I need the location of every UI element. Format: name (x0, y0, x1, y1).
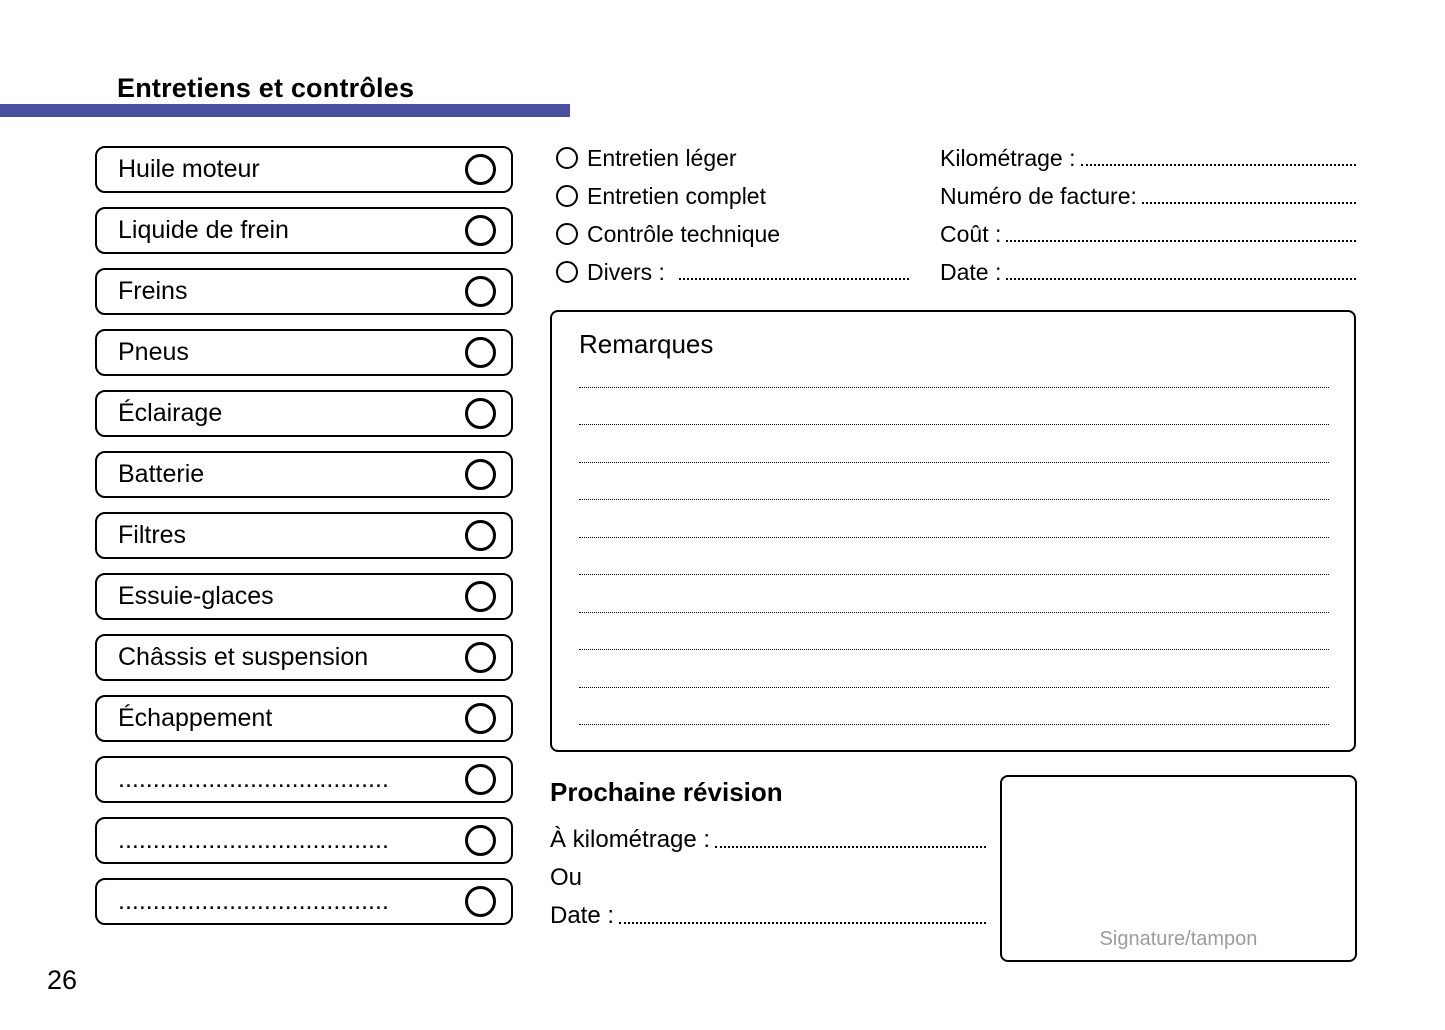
kilometrage-fill-in-line[interactable] (1081, 164, 1356, 166)
check-item-eclairage (95, 390, 513, 437)
check-item-echappement (95, 695, 513, 742)
service-type-options (556, 139, 909, 291)
service-option-controle-technique (556, 215, 909, 253)
record-fields (940, 139, 1356, 291)
radio-circle-icon[interactable] (556, 185, 578, 207)
page-number: 26 (47, 965, 78, 995)
next-service-title: Prochaine révision (550, 777, 783, 807)
check-item-batterie (95, 451, 513, 498)
next-service-section (550, 777, 986, 935)
next-service-or-row (550, 859, 986, 897)
signature-stamp-label: Signature/tampon (1099, 928, 1258, 950)
check-item-label: Filtres (118, 521, 187, 549)
next-service-or-label: Ou (550, 864, 583, 891)
next-service-km-label: À kilométrage : (550, 826, 711, 853)
checkbox-circle-icon[interactable] (465, 764, 496, 795)
record-field-kilometrage (940, 139, 1356, 177)
remark-line (579, 575, 1329, 613)
record-field-label: Coût : (940, 220, 1002, 247)
radio-circle-icon[interactable] (556, 223, 578, 245)
check-item-blank-label[interactable]: ....................................... (118, 765, 389, 793)
remark-line (579, 688, 1329, 726)
record-field-date (940, 253, 1356, 291)
record-field-label: Kilométrage : (940, 144, 1076, 171)
service-option-label: Divers : (587, 258, 665, 285)
remark-line (579, 538, 1329, 576)
facture-fill-in-line[interactable] (1142, 202, 1356, 204)
checkbox-circle-icon[interactable] (465, 154, 496, 185)
date-fill-in-line[interactable] (1006, 278, 1356, 280)
next-date-fill-in-line[interactable] (619, 922, 986, 924)
remark-line (579, 463, 1329, 501)
checkbox-circle-icon[interactable] (465, 581, 496, 612)
radio-circle-icon[interactable] (556, 147, 578, 169)
checkbox-circle-icon[interactable] (465, 337, 496, 368)
service-option-entretien-complet (556, 177, 909, 215)
checkbox-circle-icon[interactable] (465, 459, 496, 490)
checkbox-circle-icon[interactable] (465, 642, 496, 673)
next-km-fill-in-line[interactable] (715, 846, 986, 848)
checkbox-circle-icon[interactable] (465, 276, 496, 307)
check-item-label: Liquide de frein (118, 216, 289, 244)
divers-fill-in-line[interactable] (679, 278, 909, 280)
service-option-label: Entretien léger (587, 144, 737, 171)
check-item-blank-2 (95, 817, 513, 864)
record-field-label: Date : (940, 258, 1002, 285)
check-item-blank-label[interactable]: ....................................... (118, 887, 389, 915)
service-option-label: Contrôle technique (587, 220, 781, 247)
record-field-numero-de-facture (940, 177, 1356, 215)
record-field-label: Numéro de facture: (940, 182, 1137, 209)
check-item-huile-moteur (95, 146, 513, 193)
check-item-blank-1 (95, 756, 513, 803)
remarks-lines (579, 350, 1329, 725)
check-item-liquide-de-frein (95, 207, 513, 254)
check-item-essuie-glaces (95, 573, 513, 620)
check-item-label: Pneus (118, 338, 189, 366)
maintenance-checklist (95, 146, 513, 925)
remark-line (579, 613, 1329, 651)
check-item-label: Échappement (118, 704, 273, 732)
remarks-box (550, 310, 1356, 752)
next-service-date-row (550, 897, 986, 935)
check-item-label: Essuie-glaces (118, 582, 274, 610)
check-item-label: Châssis et suspension (118, 643, 369, 671)
check-item-label: Batterie (118, 460, 205, 488)
next-service-km-row (550, 821, 986, 859)
check-item-filtres (95, 512, 513, 559)
checkbox-circle-icon[interactable] (465, 886, 496, 917)
service-option-divers (556, 253, 909, 291)
radio-circle-icon[interactable] (556, 261, 578, 283)
remark-line (579, 425, 1329, 463)
remarks-title: Remarques (579, 329, 714, 359)
next-service-date-label: Date : (550, 902, 615, 929)
check-item-label: Huile moteur (118, 155, 260, 183)
service-option-label: Entretien complet (587, 182, 766, 209)
record-field-cout (940, 215, 1356, 253)
remark-line (579, 650, 1329, 688)
checkbox-circle-icon[interactable] (465, 825, 496, 856)
check-item-label: Éclairage (118, 399, 223, 427)
checkbox-circle-icon[interactable] (465, 520, 496, 551)
signature-stamp-box[interactable] (1000, 775, 1357, 962)
check-item-chassis-et-suspension (95, 634, 513, 681)
remark-line (579, 388, 1329, 426)
remark-line (579, 500, 1329, 538)
check-item-freins (95, 268, 513, 315)
check-item-blank-label[interactable]: ....................................... (118, 826, 389, 854)
check-item-label: Freins (118, 277, 188, 305)
checkbox-circle-icon[interactable] (465, 398, 496, 429)
checkbox-circle-icon[interactable] (465, 215, 496, 246)
checkbox-circle-icon[interactable] (465, 703, 496, 734)
check-item-blank-3 (95, 878, 513, 925)
accent-bar (0, 104, 570, 117)
service-option-entretien-leger (556, 139, 909, 177)
check-item-pneus (95, 329, 513, 376)
page-title: Entretiens et contrôles (117, 73, 415, 103)
cout-fill-in-line[interactable] (1006, 240, 1356, 242)
